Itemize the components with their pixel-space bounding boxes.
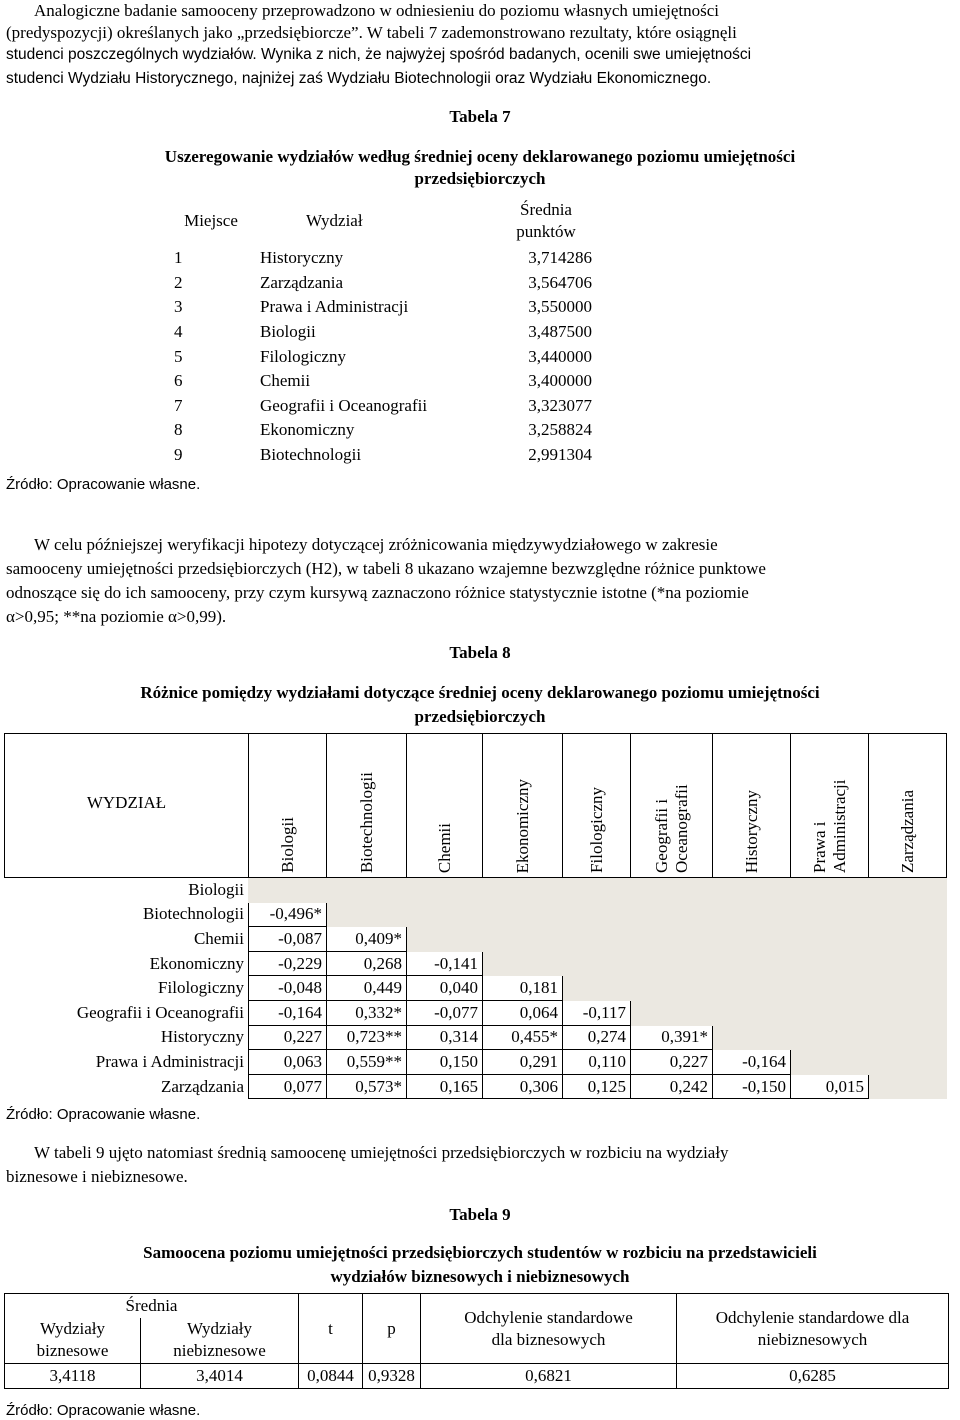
table8-row bbox=[5, 927, 947, 952]
table8-cell: -0,117 bbox=[563, 1000, 631, 1025]
table8-column-header-label: Biologii bbox=[277, 817, 297, 873]
table8-cell: 0,227 bbox=[249, 1025, 327, 1050]
table7-row bbox=[166, 369, 596, 394]
table7-faculty: Chemii bbox=[260, 371, 311, 391]
table8-cell: 0,015 bbox=[791, 1074, 869, 1099]
table8-diagonal-cell bbox=[327, 902, 407, 927]
table8-cell: 0,268 bbox=[327, 951, 407, 976]
table8-cell: -0,048 bbox=[249, 976, 327, 1001]
intro-line-2: (predyspozycji) określanych jako „przedsiębiorcze”. W tabeli 7 zademonstrowano rezultaty, które osiągnęli bbox=[6, 23, 737, 42]
table7-faculty: Zarządzania bbox=[260, 272, 344, 292]
table8-cell: 0,559** bbox=[327, 1050, 407, 1075]
table7-header-mean-line-2: punktów bbox=[516, 222, 576, 241]
table8-cell: 0,332* bbox=[327, 1000, 407, 1025]
table8-empty-cell bbox=[869, 878, 947, 903]
table8-title-line-1: Różnice pomiędzy wydziałami dotyczące średniej oceny deklarowanego poziomu umiejętności bbox=[140, 683, 820, 702]
table8-empty-cell bbox=[483, 902, 563, 927]
table8-diagonal-cell bbox=[869, 1074, 947, 1099]
table8-empty-cell bbox=[407, 902, 483, 927]
table7-header-place: Miejsce bbox=[184, 211, 238, 230]
table7-source: Źródło: Opracowanie własne. bbox=[6, 476, 201, 493]
table7-header-faculty: Wydział bbox=[306, 211, 363, 230]
table7-place: 5 bbox=[174, 346, 183, 366]
table7-row bbox=[166, 394, 596, 419]
table8-cell: 0,165 bbox=[407, 1074, 483, 1099]
table8-source: Źródło: Opracowanie własne. bbox=[6, 1106, 201, 1123]
table8-empty-cell bbox=[483, 878, 563, 903]
table8-column-header-label: Geografii i Oceanografii bbox=[651, 784, 691, 873]
table8-column-header-label: Prawa i Administracji bbox=[809, 779, 849, 873]
table9-p-value: 0,9328 bbox=[363, 1364, 421, 1389]
table8-empty-cell bbox=[631, 927, 713, 952]
table8-header-row bbox=[5, 734, 947, 878]
table8-empty-cell bbox=[713, 1000, 791, 1025]
table8-empty-cell bbox=[483, 927, 563, 952]
table8-diagonal-cell bbox=[563, 976, 631, 1001]
table7-place: 3 bbox=[174, 297, 183, 317]
table9-sd-business: 0,6821 bbox=[421, 1364, 677, 1389]
table7-header-mean bbox=[496, 196, 596, 246]
table8-empty-cell bbox=[869, 951, 947, 976]
table9-title-line-2: wydziałów biznesowych i niebiznesowych bbox=[330, 1267, 630, 1286]
table8-diagonal-cell bbox=[713, 1025, 791, 1050]
table8-row bbox=[5, 1000, 947, 1025]
table8-empty-cell bbox=[563, 927, 631, 952]
table7-row bbox=[166, 295, 596, 320]
table8-column-header bbox=[869, 734, 947, 878]
table8-cell: -0,164 bbox=[713, 1050, 791, 1075]
table8-cell: -0,150 bbox=[713, 1074, 791, 1099]
table8-column-header bbox=[249, 734, 327, 878]
table9-t-value: 0,0844 bbox=[299, 1364, 363, 1389]
table8-row bbox=[5, 1050, 947, 1075]
table8-cell: 0,306 bbox=[483, 1074, 563, 1099]
table9-header-p: p bbox=[363, 1294, 421, 1364]
table8-row-label: Biologii bbox=[188, 880, 244, 900]
table9-title-line-1: Samoocena poziomu umiejętności przedsiębiorczych studentów w rozbiciu na przedstawicieli bbox=[143, 1243, 817, 1262]
table9-header-sd-nonbusiness-line-2: niebiznesowych bbox=[757, 1329, 868, 1349]
table8-column-header bbox=[407, 734, 483, 878]
middle-line-2: samooceny umiejętności przedsiębiorczych (H2), w tabeli 8 ukazano wzajemne bezwzględne różnice punktowe bbox=[6, 559, 766, 578]
table7-mean: 3,400000 bbox=[528, 371, 592, 391]
table8-row-label: Ekonomiczny bbox=[149, 953, 244, 973]
table8-row-label: Chemii bbox=[193, 928, 244, 948]
table8-cell: 0,573* bbox=[327, 1074, 407, 1099]
table8-row bbox=[5, 878, 947, 903]
table8-column-header bbox=[483, 734, 563, 878]
table8-cell: 0,409* bbox=[327, 927, 407, 952]
table8-diagonal-cell bbox=[483, 951, 563, 976]
table8-column-header bbox=[791, 734, 869, 878]
table7-place: 9 bbox=[174, 445, 183, 465]
table7-faculty: Prawa i Administracji bbox=[260, 297, 409, 317]
table9-source: Źródło: Opracowanie własne. bbox=[6, 1402, 201, 1419]
table8-column-header bbox=[713, 734, 791, 878]
table8-cell: 0,063 bbox=[249, 1050, 327, 1075]
table8-cell: 0,455* bbox=[483, 1025, 563, 1050]
table8-column-header bbox=[563, 734, 631, 878]
table8-column-header-label: Zarządzania bbox=[897, 789, 917, 873]
table8-column-header bbox=[631, 734, 713, 878]
table8-cell: -0,141 bbox=[407, 951, 483, 976]
table8-empty-cell bbox=[327, 878, 407, 903]
table8-empty-cell bbox=[791, 902, 869, 927]
table7-faculty: Biologii bbox=[260, 322, 316, 342]
table8-diagonal-cell bbox=[407, 927, 483, 952]
table8-column-header-label: Biotechnologii bbox=[356, 771, 376, 873]
intro-line-4: studenci Wydziału Historycznego, najniżej zaś Wydziału Biotechnologii oraz Wydziału Ekonomicznego. bbox=[6, 70, 712, 87]
table8-empty-cell bbox=[631, 902, 713, 927]
table8-empty-cell bbox=[631, 976, 713, 1001]
table8-empty-cell bbox=[713, 976, 791, 1001]
table7-place: 2 bbox=[174, 272, 183, 292]
table8-row bbox=[5, 1025, 947, 1050]
middle-line-3: odnoszące się do ich samooceny, przy czym kursywą zaznaczono różnice statystycznie istotne (*na poziomie bbox=[6, 583, 749, 602]
table8-cell: 0,449 bbox=[327, 976, 407, 1001]
table8-column-header-label: Historyczny bbox=[741, 789, 761, 873]
table9 bbox=[4, 1293, 949, 1389]
table8-empty-cell bbox=[869, 1025, 947, 1050]
table8-cell: 0,391* bbox=[631, 1025, 713, 1050]
table8-row bbox=[5, 976, 947, 1001]
table8-empty-cell bbox=[791, 927, 869, 952]
table8-empty-cell bbox=[713, 902, 791, 927]
table9-header-business-line-1: Wydziały bbox=[39, 1319, 106, 1339]
table7-mean: 3,487500 bbox=[528, 322, 592, 342]
table8-empty-cell bbox=[713, 927, 791, 952]
table8-cell: 0,125 bbox=[563, 1074, 631, 1099]
table8-row-label: Biotechnologii bbox=[142, 904, 244, 924]
table8-empty-cell bbox=[791, 951, 869, 976]
table9-business-mean: 3,4118 bbox=[5, 1364, 141, 1389]
table8-cell: 0,077 bbox=[249, 1074, 327, 1099]
table9-header-mean: Średnia bbox=[5, 1294, 299, 1318]
table7 bbox=[166, 196, 596, 467]
table7-faculty: Geografii i Oceanografii bbox=[260, 395, 428, 415]
table7-row bbox=[166, 443, 596, 468]
table8-diagonal-cell bbox=[791, 1050, 869, 1075]
table8-column-header-label: Chemii bbox=[434, 822, 454, 873]
table8-corner-label: WYDZIAŁ bbox=[5, 734, 249, 878]
table8-row-label: Geografii i Oceanografii bbox=[76, 1002, 244, 1022]
table8-title-line-2: przedsiębiorczych bbox=[414, 707, 546, 726]
table7-row bbox=[166, 271, 596, 296]
table9-header-sd-nonbusiness-line-1: Odchylenie standardowe dla bbox=[715, 1307, 910, 1327]
table9-header-sd-business bbox=[421, 1294, 677, 1364]
table7-faculty: Filologiczny bbox=[260, 346, 346, 366]
table8-empty-cell bbox=[713, 951, 791, 976]
table9-row bbox=[5, 1364, 949, 1389]
table8-empty-cell bbox=[869, 1050, 947, 1075]
table8-cell: 0,723** bbox=[327, 1025, 407, 1050]
table7-label: Tabela 7 bbox=[449, 107, 511, 126]
table8-cell: 0,181 bbox=[483, 976, 563, 1001]
table7-place: 1 bbox=[174, 248, 183, 268]
table9-header-t: t bbox=[299, 1294, 363, 1364]
table7-mean: 3,258824 bbox=[528, 420, 592, 440]
table8-cell: 0,242 bbox=[631, 1074, 713, 1099]
table8-cell: 0,227 bbox=[631, 1050, 713, 1075]
table8-empty-cell bbox=[791, 976, 869, 1001]
closing-line-2: biznesowe i niebiznesowe. bbox=[6, 1167, 188, 1186]
table7-row bbox=[166, 320, 596, 345]
table8 bbox=[4, 733, 947, 1099]
table8-row-label: Filologiczny bbox=[158, 978, 244, 998]
table9-header-nonbusiness-line-2: niebiznesowe bbox=[173, 1341, 266, 1361]
table9-header-business bbox=[5, 1318, 141, 1364]
table8-empty-cell bbox=[631, 951, 713, 976]
table7-row bbox=[166, 344, 596, 369]
table7-place: 4 bbox=[174, 322, 183, 342]
table8-cell: 0,064 bbox=[483, 1000, 563, 1025]
table8-empty-cell bbox=[791, 1000, 869, 1025]
table7-place: 6 bbox=[174, 371, 183, 391]
intro-line-3: studenci poszczególnych wydziałów. Wynika z nich, że najwyżej spośród badanych, ocenili swe umiejętności bbox=[6, 46, 752, 63]
table9-label: Tabela 9 bbox=[449, 1205, 511, 1224]
table9-header-sd-business-line-1: Odchylenie standardowe bbox=[464, 1307, 633, 1327]
table8-empty-cell bbox=[713, 878, 791, 903]
table8-row bbox=[5, 951, 947, 976]
table8-empty-cell bbox=[869, 927, 947, 952]
table8-diagonal-cell bbox=[249, 878, 327, 903]
table8-cell: 0,274 bbox=[563, 1025, 631, 1050]
table7-title-line-2: przedsiębiorczych bbox=[414, 169, 546, 188]
table7-mean: 3,440000 bbox=[528, 346, 592, 366]
table8-cell: 0,110 bbox=[563, 1050, 631, 1075]
closing-line-1: W tabeli 9 ujęto natomiast średnią samoocenę umiejętności przedsiębiorczych w rozbiciu na wydziały bbox=[34, 1143, 729, 1162]
table8-column-header-label: Filologiczny bbox=[586, 787, 606, 873]
table7-faculty: Ekonomiczny bbox=[260, 420, 355, 440]
table8-empty-cell bbox=[791, 1025, 869, 1050]
table7-mean: 3,564706 bbox=[528, 272, 592, 292]
table9-nonbusiness-mean: 3,4014 bbox=[141, 1364, 299, 1389]
table9-header-business-line-2: biznesowe bbox=[36, 1341, 109, 1361]
table8-empty-cell bbox=[563, 902, 631, 927]
table7-place: 8 bbox=[174, 420, 183, 440]
table9-header-sd-business-line-2: dla biznesowych bbox=[491, 1329, 606, 1349]
table8-empty-cell bbox=[563, 878, 631, 903]
table7-title-line-1: Uszeregowanie wydziałów według średniej oceny deklarowanego poziomu umiejętności bbox=[164, 147, 796, 166]
table7-place: 7 bbox=[174, 395, 183, 415]
intro-line-1: Analogiczne badanie samooceny przeprowadzono w odniesieniu do poziomu własnych umiejętności bbox=[34, 1, 719, 20]
table8-row-label: Prawa i Administracji bbox=[95, 1051, 244, 1071]
table8-cell: -0,077 bbox=[407, 1000, 483, 1025]
table8-label: Tabela 8 bbox=[449, 643, 511, 662]
table7-row bbox=[166, 246, 596, 271]
table8-row bbox=[5, 902, 947, 927]
table8-column-header bbox=[327, 734, 407, 878]
table8-row-label: Historyczny bbox=[160, 1027, 244, 1047]
table8-empty-cell bbox=[407, 878, 483, 903]
table9-header-sd-nonbusiness bbox=[677, 1294, 949, 1364]
table8-empty-cell bbox=[869, 976, 947, 1001]
table8-cell: -0,164 bbox=[249, 1000, 327, 1025]
table8-row bbox=[5, 1074, 947, 1099]
middle-line-4: α>0,95; **na poziomie α>0,99). bbox=[6, 607, 227, 626]
table9-header-nonbusiness-line-1: Wydziały bbox=[186, 1319, 253, 1339]
table8-cell: 0,314 bbox=[407, 1025, 483, 1050]
table7-mean: 2,991304 bbox=[528, 445, 592, 465]
table8-cell: -0,229 bbox=[249, 951, 327, 976]
table8-cell: -0,087 bbox=[249, 927, 327, 952]
table8-diagonal-cell bbox=[631, 1000, 713, 1025]
table7-row bbox=[166, 418, 596, 443]
table8-cell: 0,150 bbox=[407, 1050, 483, 1075]
table9-header-nonbusiness bbox=[141, 1318, 299, 1364]
table7-header-mean-line-1: Średnia bbox=[520, 200, 572, 219]
table8-empty-cell bbox=[791, 878, 869, 903]
table8-cell: 0,291 bbox=[483, 1050, 563, 1075]
table8-cell: 0,040 bbox=[407, 976, 483, 1001]
middle-line-1: W celu późniejszej weryfikacji hipotezy dotyczącej zróżnicowania międzywydziałowego w zakresie bbox=[34, 535, 718, 554]
table8-cell: -0,496* bbox=[249, 902, 327, 927]
table8-empty-cell bbox=[631, 878, 713, 903]
table8-empty-cell bbox=[869, 1000, 947, 1025]
table7-faculty: Historyczny bbox=[260, 248, 344, 268]
table7-mean: 3,323077 bbox=[528, 395, 592, 415]
table7-faculty: Biotechnologii bbox=[260, 445, 362, 465]
table7-mean: 3,550000 bbox=[528, 297, 592, 317]
table9-sd-nonbusiness: 0,6285 bbox=[677, 1364, 949, 1389]
table8-empty-cell bbox=[563, 951, 631, 976]
table8-column-header-label: Ekonomiczny bbox=[512, 778, 532, 873]
table8-empty-cell bbox=[869, 902, 947, 927]
table7-mean: 3,714286 bbox=[528, 248, 592, 268]
table8-row-label: Zarządzania bbox=[160, 1076, 244, 1096]
